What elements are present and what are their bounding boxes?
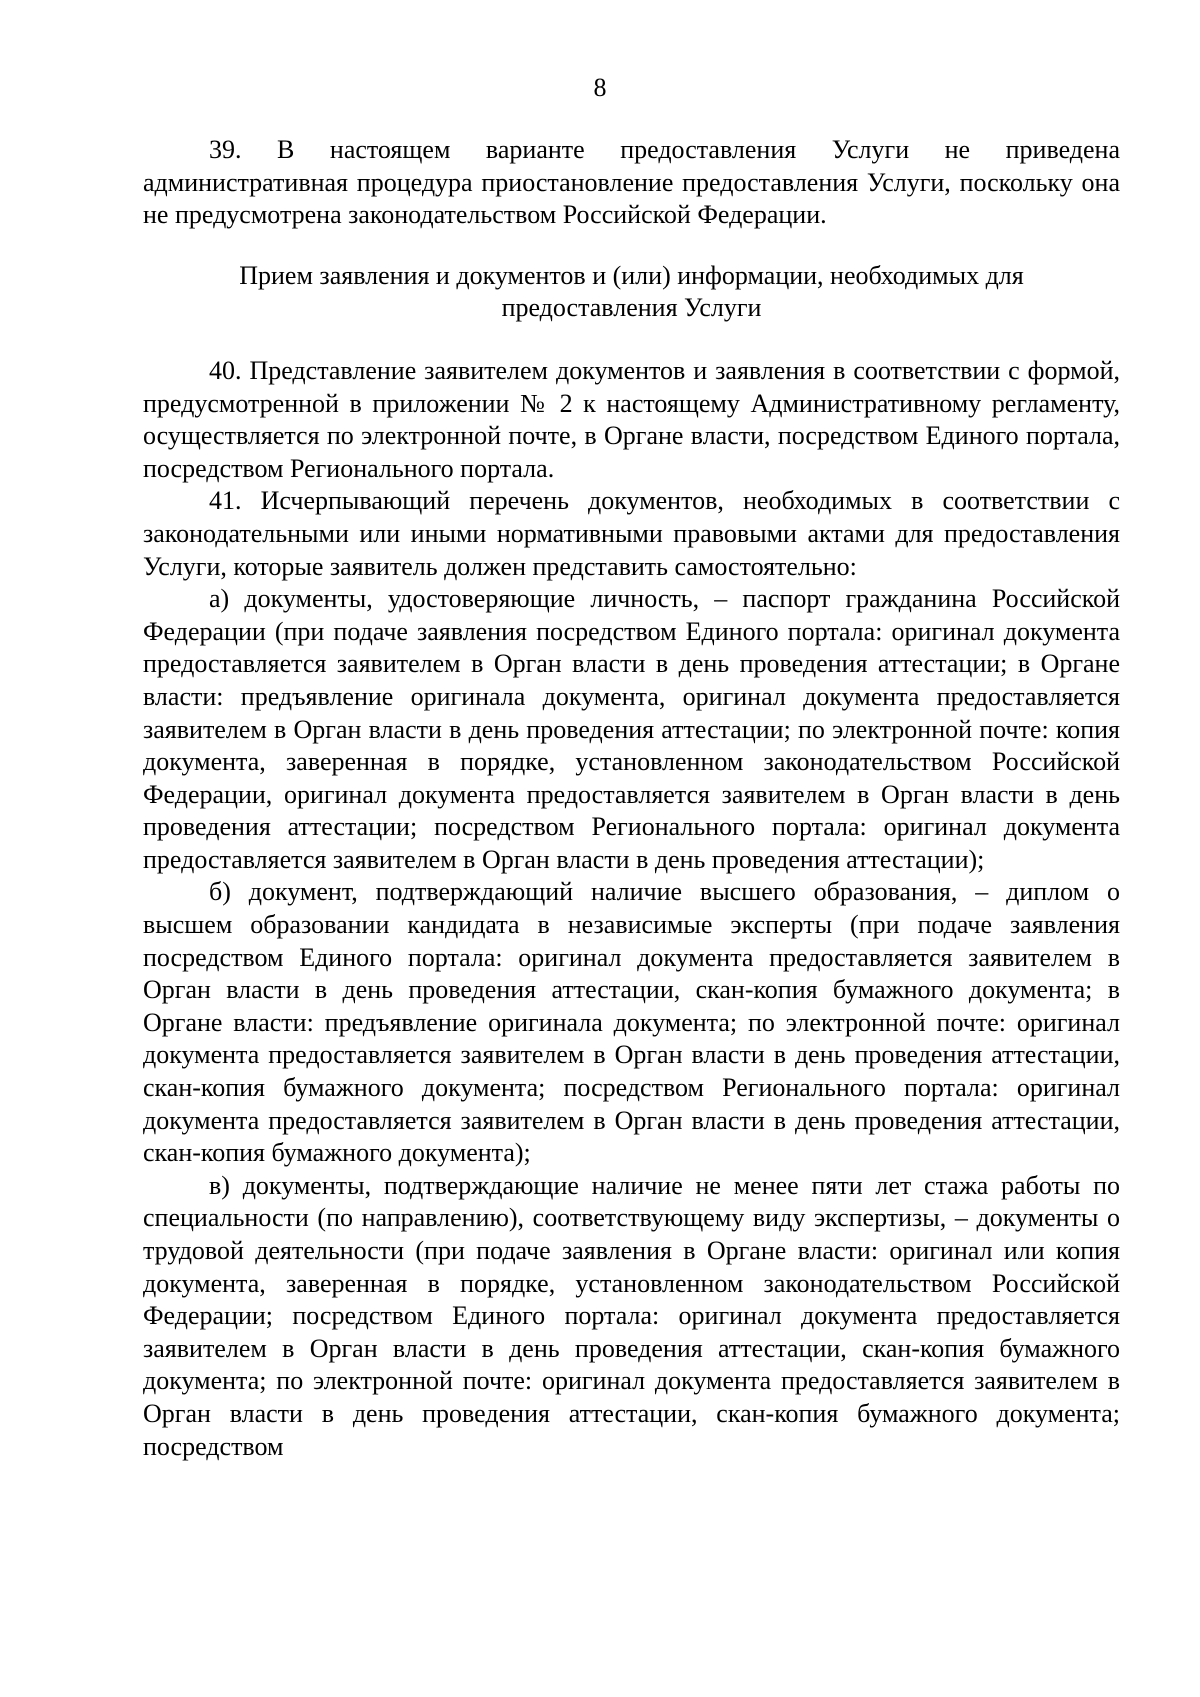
page-number: 8: [593, 73, 607, 102]
paragraph-41: 41. Исчерпывающий перечень документов, необходимых в соответствии с законодательными или иными нормативными правовыми актами для предоставления Услуги, которые заявитель должен представить самостоятельно:: [143, 486, 1120, 581]
section-heading: Прием заявления и документов и (или) информации, необходимых для предоставления Услуги: [239, 260, 1024, 323]
paragraph-39: 39. В настоящем варианте предоставления Услуги не приведена административная процедура приостановление предоставления Услуги, поскольку она не предусмотрена законодательством Российской Федерации.: [143, 135, 1120, 230]
list-item-b: б) документ, подтверждающий наличие высшего образования, – диплом о высшем образовании кандидата в независимые эксперты (при подаче заявления посредством Единого портала: оригинал документа предоставляется заявителем в Орган власти в день проведения аттестации, скан-копия бумажного документа; в Органе власти: предъявление оригинала документа; по электронной почте: оригинал документа предоставляется заявителем в Орган власти в день проведения аттестации, скан-копия бумажного документа; посредством Регионального портала: оригинал документа предоставляется заявителем в Орган власти в день проведения аттестации, скан-копия бумажного документа);: [143, 877, 1120, 1168]
list-item-a: а) документы, удостоверяющие личность, – паспорт гражданина Российской Федерации (при подаче заявления посредством Единого портала: оригинал документа предоставляется заявителем в Орган власти в день проведения аттестации; в Органе власти: предъявление оригинала документа, оригинал документа предоставляется заявителем в Орган власти в день проведения аттестации; по электронной почте: копия документа, заверенная в порядке, установленном законодательством Российской Федерации, оригинал документа предоставляется заявителем в Орган власти в день проведения аттестации; посредством Регионального портала: оригинал документа предоставляется заявителем в Орган власти в день проведения аттестации);: [143, 584, 1120, 874]
document-body: [143, 134, 1120, 1463]
paragraph-40: 40. Представление заявителем документов и заявления в соответствии с формой, предусмотренной в приложении № 2 к настоящему Административному регламенту, осуществляется по электронной почте, в Органе власти, посредством Единого портала, посредством Регионального портала.: [143, 355, 1120, 483]
list-item-v: в) документы, подтверждающие наличие не менее пяти лет стажа работы по специальности (по направлению), соответствующему виду экспертизы, – документы о трудовой деятельности (при подаче заявления в Органе власти: оригинал или копия документа, заверенная в порядке, установленном законодательством Российской Федерации; посредством Единого портала: оригинал документа предоставляется заявителем в Орган власти в день проведения аттестации, скан-копия бумажного документа; по электронной почте: оригинал документа предоставляется заявителем в Орган власти в день проведения аттестации, скан-копия бумажного документа; посредством: [143, 1170, 1120, 1461]
